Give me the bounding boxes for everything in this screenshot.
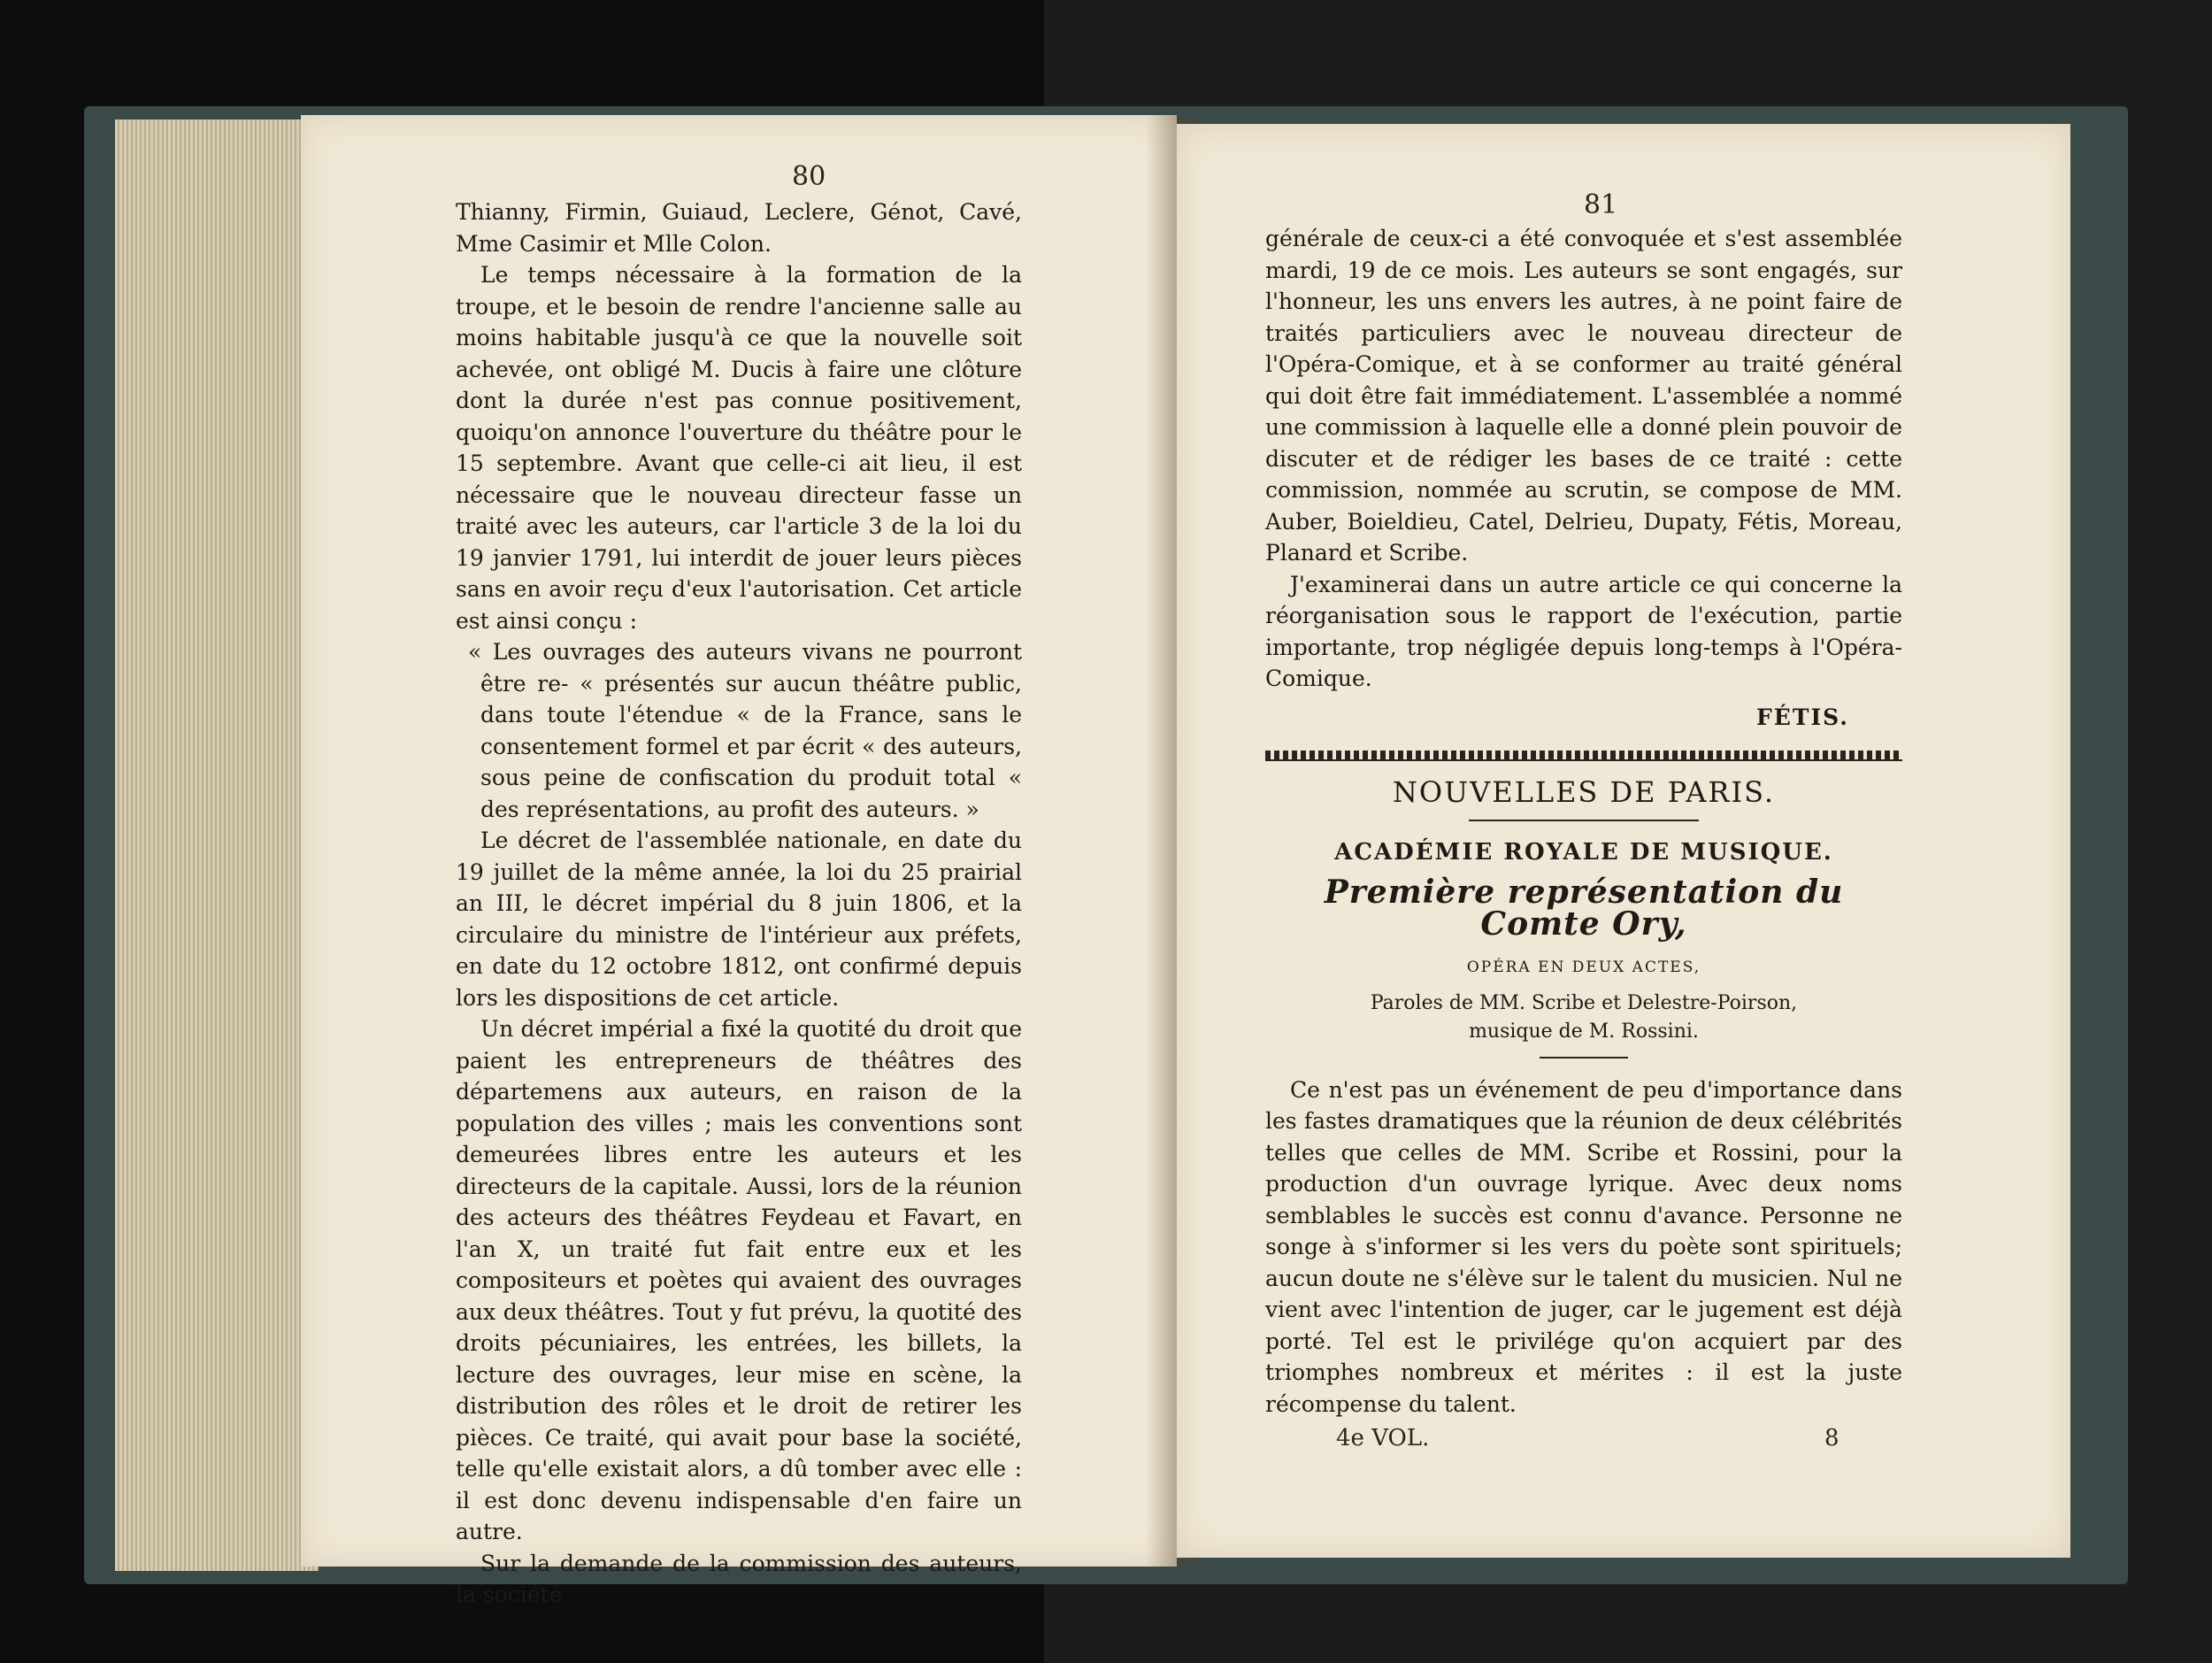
paragraph: Thianny, Firmin, Guiaud, Leclere, Génot, Cavé, Mme Casimir et Mlle Colon.: [456, 199, 1022, 257]
right-page-number: 81: [1584, 189, 1618, 220]
rule-short: [1540, 1057, 1628, 1059]
opera-line: OPÉRA EN DEUX ACTES,: [1466, 959, 1701, 976]
left-page-number: 80: [792, 161, 826, 192]
signature: FÉTIS.: [1756, 704, 1849, 730]
paragraph: Sur la demande de la commission des auteurs, la société: [456, 1550, 1022, 1607]
left-page: [301, 115, 1177, 1607]
credits-line-2: musique de M. Rossini.: [1469, 1020, 1699, 1043]
right-page: [1177, 124, 2070, 1558]
paragraph: Un décret impérial a fixé la quotité du droit que paient les entrepreneurs de théâtres des départemens aux auteurs, en raison de la population des villes ; mais les conventions sont demeurées libres entre les auteurs et les directeurs de la capitale. Aussi, lors de la réunion des acteurs des théâtres Feydeau et Favart, en l'an X, un traité fut fait entre eux et les compositeurs et poètes qui avaient des ouvrages aux deux théâtres. Tout y fut prévu, la quotité des droits pécuniaires, les entrées, les billets, la lecture des ouvrages, leur mise en scène, la distribution des rôles et le droit de retirer les pièces. Ce traité, qui avait pour base la société, telle qu'elle existait alors, a dû tomber avec elle : il est donc devenu indispensable d'en faire un autre.: [456, 1016, 1022, 1544]
footer-signature: 8: [1824, 1425, 1839, 1451]
blackletter-title: Première représentation du Comte Ory,: [1324, 874, 1844, 943]
paragraph: J'examinerai dans un autre article ce qui concerne la réorganisation sous le rapport de l'exécution, partie importante, trop négligée depuis long-temps à l'Opéra-Comique.: [1265, 571, 1902, 691]
right-page-text: [1265, 223, 1902, 1420]
credits: [1265, 989, 1902, 1046]
subsection-title: ACADÉMIE ROYALE DE MUSIQUE.: [1334, 838, 1833, 866]
credits-line-1: Paroles de MM. Scribe et Delestre-Poirson,: [1370, 991, 1798, 1014]
left-page-text: [456, 196, 1022, 1611]
ornamental-rule: [1265, 751, 1902, 761]
rule: [1469, 820, 1699, 821]
paragraph: Le décret de l'assemblée nationale, en date du 19 juillet de la même année, la loi du 25 prairial an III, le décret impérial du 8 juin 1806, et la circulaire du ministre de l'intérieur aux préfets, en date du 12 octobre 1812, ont confirmé depuis lors les dispositions de cet article.: [456, 828, 1022, 1011]
paragraph: Ce n'est pas un événement de peu d'importance dans les fastes dramatiques que la réunion de deux célébrités telles que celles de MM. Scribe et Rossini, pour la production d'un ouvrage lyrique. Avec deux noms semblables le succès est connu d'avance. Personne ne songe à s'informer si les vers du poète sont spirituels; aucun doute ne s'élève sur le talent du musicien. Nul ne vient avec l'intention de juger, car le jugement est déjà porté. Tel est le privilége qu'on acquiert par des triomphes nombreux et mérites : il est la juste récompense du talent.: [1265, 1076, 1902, 1417]
paragraph: générale de ceux-ci a été convoquée et s'est assemblée mardi, 19 de ce mois. Les auteurs se sont engagés, sur l'honneur, les uns envers les autres, à ne point faire de traités particuliers avec le nouveau directeur de l'Opéra-Comique, et à se conformer au traité général qui doit être fait immédiatement. L'assemblée a nommé une commission à laquelle elle a donné plein pouvoir de discuter et de rédiger les bases de ce traité : cette commission, nommée au scrutin, se compose de MM. Auber, Boieldieu, Catel, Delrieu, Dupaty, Fétis, Moreau, Planard et Scribe.: [1265, 226, 1902, 566]
page-edges: [115, 119, 319, 1571]
section-title: NOUVELLES DE PARIS.: [1392, 775, 1776, 809]
paragraph: Le temps nécessaire à la formation de la troupe, et le besoin de rendre l'ancienne salle au moins habitable jusqu'à ce que la nouvelle soit achevée, ont obligé M. Ducis à faire une clôture dont la durée n'est pas connue positivement, quoiqu'on annonce l'ouverture du théâtre pour le 15 septembre. Avant que celle-ci ait lieu, il est nécessaire que le nouveau directeur fasse un traité avec les auteurs, car l'article 3 de la loi du 19 janvier 1791, lui interdit de jouer leurs pièces sans en avoir reçu d'eux l'autorisation. Cet article est ainsi conçu :: [456, 262, 1022, 634]
quotation: « Les ouvrages des auteurs vivans ne pourront être re- « présentés sur aucun théâtre public, dans toute l'étendue « de la France, sans le consentement formel et par écrit « des auteurs, sous peine de confiscation du produit total « des représentations, au profit des auteurs. »: [468, 639, 1022, 822]
footer-volume: 4e VOL.: [1336, 1425, 1430, 1451]
